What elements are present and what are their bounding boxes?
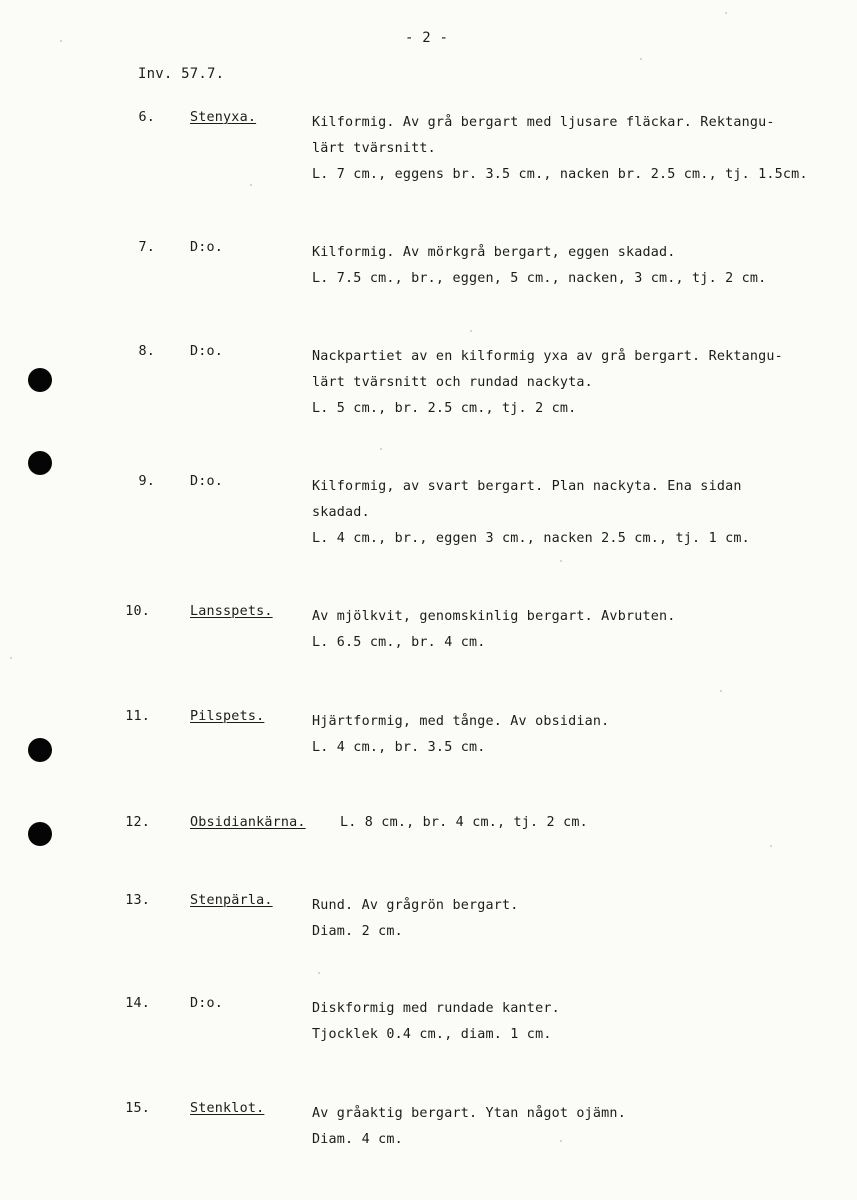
scan-speck (60, 40, 62, 42)
scan-speck (560, 1140, 562, 1142)
entry-name: Stenklot. (190, 1101, 265, 1116)
entry-description (312, 110, 808, 188)
scan-speck (560, 560, 562, 562)
entry-name: Pilspets. (190, 709, 265, 724)
entry-description (312, 1101, 626, 1153)
description-line: Diam. 4 cm. (312, 1132, 403, 1147)
entry-description (312, 604, 676, 656)
description-line: skadad. (312, 505, 370, 520)
scan-speck (725, 12, 727, 14)
entry-name: Stenyxa. (190, 110, 257, 125)
entry-number: 15. (125, 1101, 150, 1116)
entry-number: 6. (138, 110, 155, 125)
description-line: Hjärtformig, med tånge. Av obsidian. (312, 714, 610, 729)
scan-speck (380, 448, 382, 450)
scan-speck (640, 58, 642, 60)
entry-name: D:o. (190, 474, 224, 489)
entry-description (312, 893, 519, 945)
description-line: Diam. 2 cm. (312, 924, 403, 939)
description-line: L. 7.5 cm., br., eggen, 5 cm., nacken, 3 cm., tj. 2 cm. (312, 271, 767, 286)
description-line: Kilformig, av svart bergart. Plan nackyta. Ena sidan (312, 479, 742, 494)
description-line: lärt tvärsnitt. (312, 141, 436, 156)
punch-hole (28, 368, 52, 392)
scan-speck (720, 690, 722, 692)
entry-name: Stenpärla. (190, 893, 273, 908)
entry-description (312, 240, 766, 292)
scan-speck (470, 330, 472, 332)
entry-description: L. 8 cm., br. 4 cm., tj. 2 cm. (340, 815, 588, 830)
description-line: Tjocklek 0.4 cm., diam. 1 cm. (312, 1027, 552, 1042)
description-line: Nackpartiet av en kilformig yxa av grå bergart. Rektangu- (312, 349, 783, 364)
entry-number: 12. (125, 815, 150, 830)
punch-hole (28, 451, 52, 475)
entry-name: Lansspets. (190, 604, 273, 619)
entry-name: D:o. (190, 344, 224, 359)
entry-description (312, 996, 560, 1048)
entry-description (312, 474, 750, 552)
inventory-number: Inv. 57.7. (138, 66, 225, 82)
description-line: Kilformig. Av grå bergart med ljusare fläckar. Rektangu- (312, 115, 775, 130)
entry-number: 14. (125, 996, 150, 1011)
entry-description (312, 344, 783, 422)
scan-speck (10, 657, 12, 659)
description-line: Kilformig. Av mörkgrå bergart, eggen skadad. (312, 245, 676, 260)
entry-name: D:o. (190, 996, 224, 1011)
description-line: lärt tvärsnitt och rundad nackyta. (312, 375, 593, 390)
description-line: Av gråaktig bergart. Ytan något ojämn. (312, 1106, 626, 1121)
description-line: Av mjölkvit, genomskinlig bergart. Avbruten. (312, 609, 676, 624)
scan-speck (250, 184, 252, 186)
description-line: L. 5 cm., br. 2.5 cm., tj. 2 cm. (312, 401, 577, 416)
description-line: Rund. Av grågrön bergart. (312, 898, 519, 913)
entry-number: 11. (125, 709, 150, 724)
page-number: - 2 - (405, 30, 449, 46)
entry-number: 10. (125, 604, 150, 619)
entry-number: 13. (125, 893, 150, 908)
punch-hole (28, 822, 52, 846)
entry-name: D:o. (190, 240, 224, 255)
entry-number: 7. (138, 240, 155, 255)
scan-speck (318, 972, 320, 974)
punch-hole (28, 738, 52, 762)
description-line: L. 4 cm., br. 3.5 cm. (312, 740, 486, 755)
scan-speck (770, 845, 772, 847)
description-line: L. 6.5 cm., br. 4 cm. (312, 635, 486, 650)
description-line: L. 7 cm., eggens br. 3.5 cm., nacken br. 2.5 cm., tj. 1.5cm. (312, 167, 808, 182)
description-line: L. 4 cm., br., eggen 3 cm., nacken 2.5 cm., tj. 1 cm. (312, 531, 750, 546)
entry-number: 9. (138, 474, 155, 489)
entry-description (312, 709, 609, 761)
entry-name: Obsidiankärna. (190, 815, 306, 830)
entry-number: 8. (138, 344, 155, 359)
description-line: Diskformig med rundade kanter. (312, 1001, 560, 1016)
